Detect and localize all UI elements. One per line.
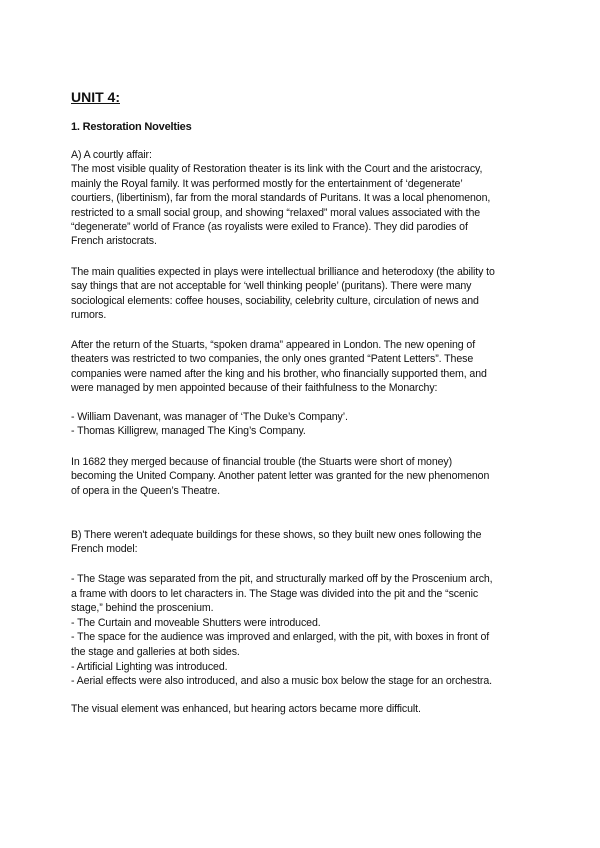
text-line: B) There weren't adequate buildings for these shows, so they built new ones following the	[71, 529, 482, 541]
text-line: becoming the United Company. Another patent letter was granted for the new phenomenon	[71, 470, 490, 483]
text-line: The visual element was enhanced, but hearing actors became more difficult.	[71, 703, 421, 715]
text-line: restricted to a small social group, and showing “relaxed” moral values associated with the	[71, 206, 481, 219]
text-line: A) A courtly affair:	[71, 149, 152, 161]
text-line: - The space for the audience was improved and enlarged, with the pit, with boxes in front of	[71, 631, 490, 644]
text-line: - Thomas Killigrew, managed The King’s Company.	[71, 425, 306, 438]
text-line: mainly the Royal family. It was performed mostly for the entertainment of ‘degenerate’	[71, 177, 463, 190]
text-line: stage,” behind the proscenium.	[71, 602, 214, 615]
text-line: courtiers, (libertinism), far from the moral standards of Puritans. It was a local phenomenon,	[71, 192, 491, 205]
text-line: companies were named after the king and his brother, who financially supported them, and	[71, 367, 487, 380]
text-line: After the return of the Stuarts, “spoken drama” appeared in London. The new opening of	[71, 339, 476, 351]
text-line: - Aerial effects were also introduced, and also a music box below the stage for an orchestra.	[71, 675, 492, 688]
text-line: rumors.	[71, 308, 107, 321]
text-line: - Artificial Lighting was introduced.	[71, 660, 228, 673]
text-line: The main qualities expected in plays were intellectual brilliance and heterodoxy (the ability to	[71, 266, 495, 278]
text-line: - The Stage was separated from the pit, and structurally marked off by the Proscenium arch,	[71, 573, 493, 585]
section-title: 1. Restoration Novelties	[71, 121, 192, 133]
text-line: the stage and galleries at both sides.	[71, 646, 240, 658]
unit-title: UNIT 4:	[71, 89, 120, 105]
text-line: - William Davenant, was manager of ‘The Duke’s Company’.	[71, 411, 348, 423]
text-line: of opera in the Queen’s Theatre.	[71, 484, 220, 497]
text-line: In 1682 they merged because of financial trouble (the Stuarts were short of money)	[71, 456, 453, 468]
text-line: - The Curtain and moveable Shutters were introduced.	[71, 616, 321, 629]
text-line: French aristocrats.	[71, 235, 157, 248]
text-line: “degenerate” world of France (as royalists were exiled to France). They did parodies of	[71, 221, 468, 233]
text-line: The most visible quality of Restoration theater is its link with the Court and the aristocracy,	[71, 163, 483, 176]
text-line: sociological elements: coffee houses, sociability, celebrity culture, circulation of news and	[71, 294, 479, 307]
text-line: theaters was restricted to two companies, the only ones granted “Patent Letters”. These	[71, 353, 474, 366]
text-line: say things that are not acceptable for ‘well thinking people’ (puritans). There were many	[71, 280, 472, 293]
text-line: French model:	[71, 543, 138, 556]
text-line: were managed by men appointed because of their faithfulness to the Monarchy:	[71, 381, 438, 394]
text-line: a frame with doors to let characters in. The Stage was divided into the pit and the “scenic	[71, 587, 479, 600]
